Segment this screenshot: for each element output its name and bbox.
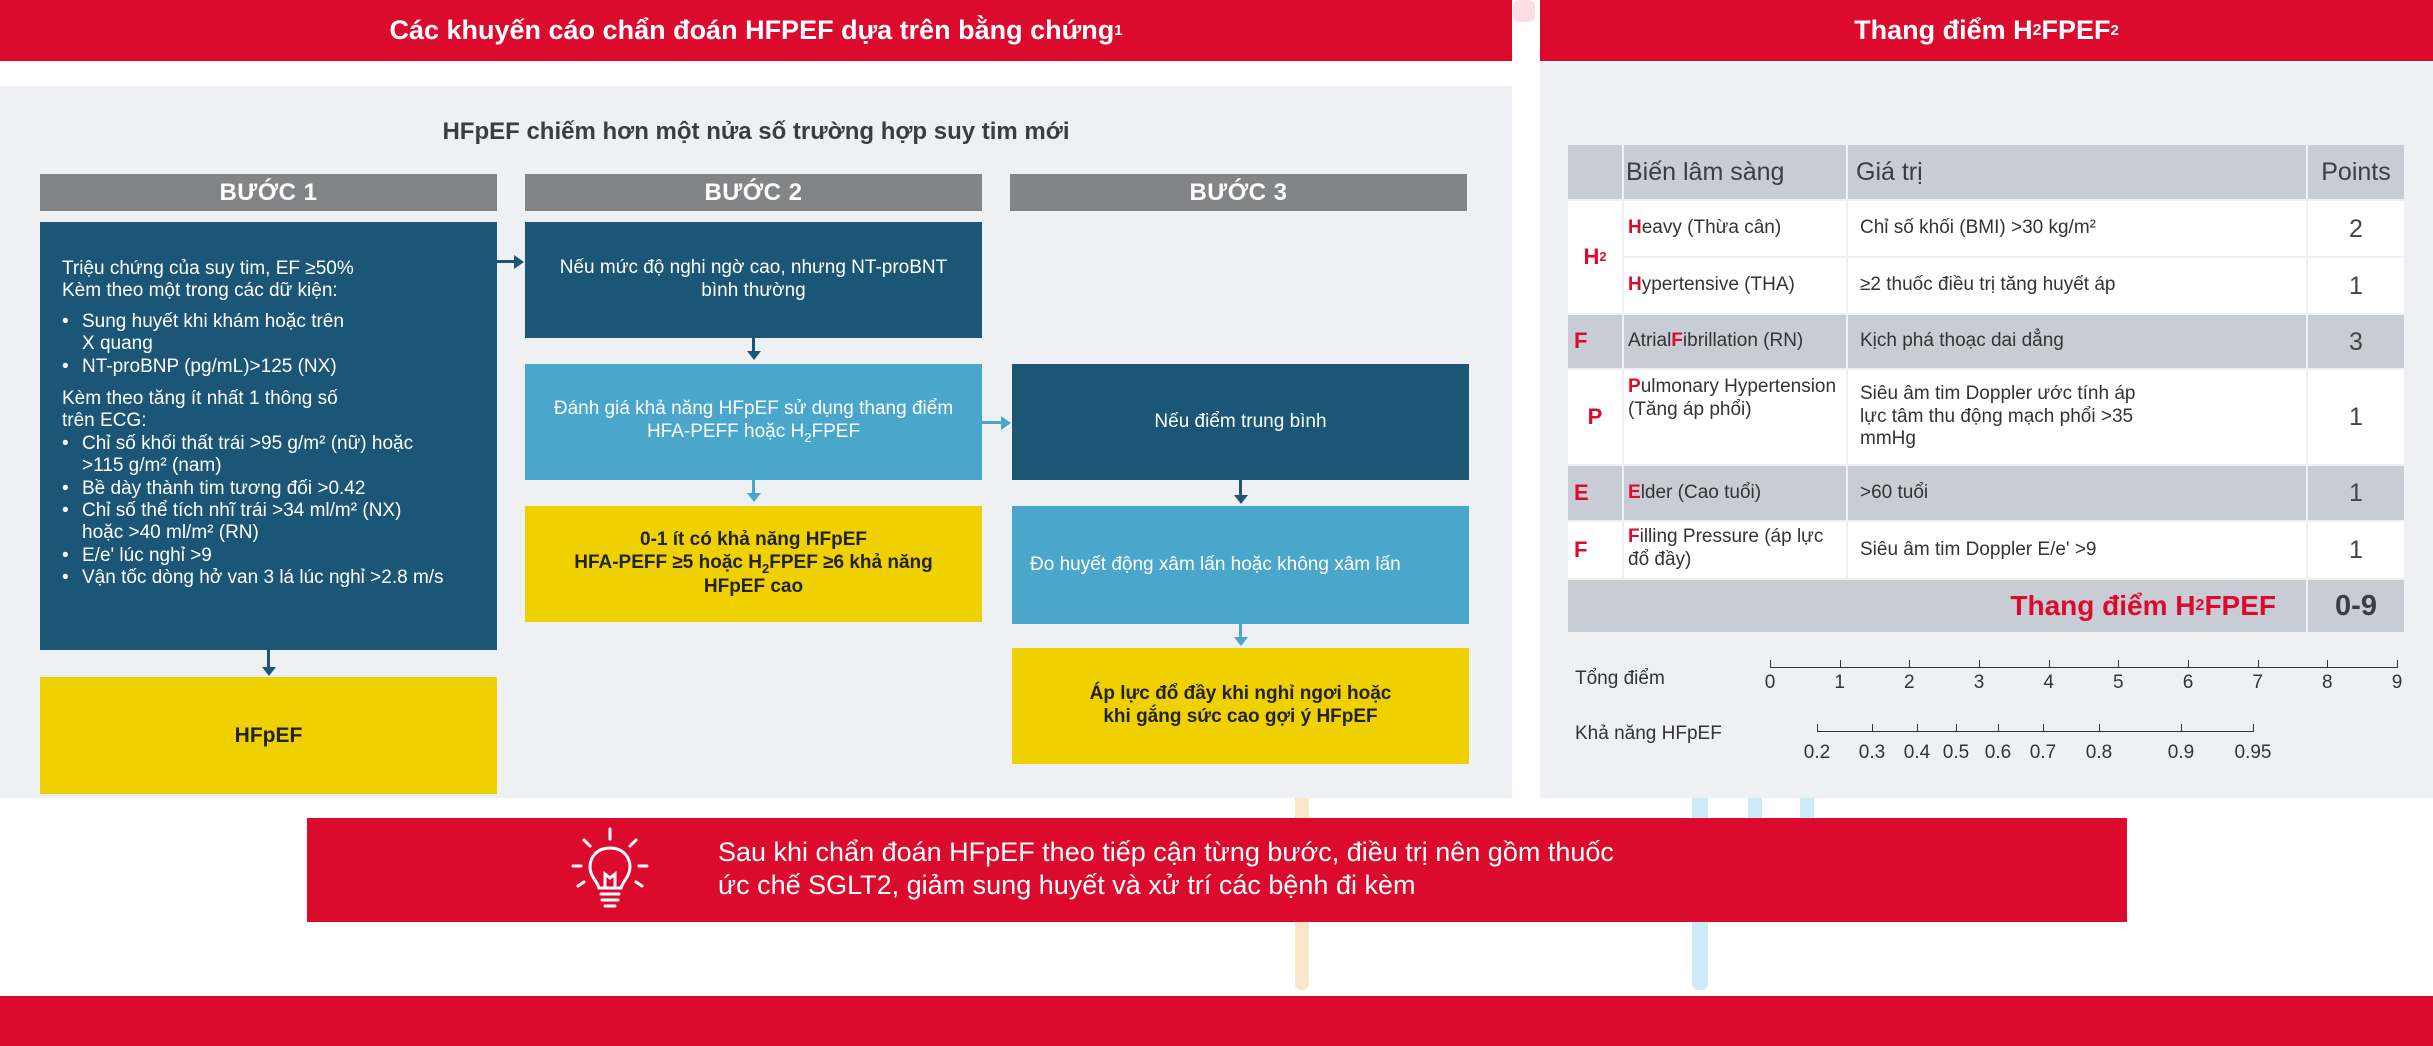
arrow-head [747, 351, 761, 360]
var-initial: H [1628, 274, 1642, 296]
var-prefix: Atrial [1628, 330, 1672, 352]
list-item: • NT-proBNP (pg/mL)>125 (NX) [62, 356, 481, 378]
step2-result-line2-end: FPEF ≥6 khả năng HFpEF cao [703, 551, 933, 598]
step2-result-line2: HFA-PEFF ≥5 hoặc H [574, 551, 763, 573]
step2-result-box [525, 506, 982, 622]
scale-tick [1909, 660, 1910, 668]
table-row-points: 1 [2308, 522, 2404, 578]
arrow-line [982, 421, 1002, 424]
scale-tick-label: 8 [2322, 672, 2333, 693]
step3-intermediate-box: Nếu điểm trung bình [1012, 364, 1469, 480]
scale-tick-label: 0.7 [2029, 742, 2057, 763]
scale-tick [2258, 660, 2259, 668]
arrow-head [1234, 495, 1248, 504]
scale-tick [2049, 660, 2050, 668]
var-rest: eavy (Thừa cân) [1641, 217, 1782, 239]
table-row-variable [1624, 258, 1846, 313]
arrow-head [514, 255, 524, 269]
scale-tick-label: 3 [1973, 672, 1985, 693]
group-letter-f: F [1568, 522, 1622, 578]
var-rest: ulmonary Hypertension (Tăng áp phổi) [1628, 376, 1837, 420]
footer-stripe [0, 996, 2433, 1046]
scale-tick [1956, 724, 1957, 732]
lightbulb-icon [570, 826, 650, 914]
hfpef-result-box: HFpEF [40, 677, 497, 794]
scale-tick-label: 0.2 [1803, 742, 1831, 763]
arrow-head [1234, 637, 1248, 646]
scale-total-label: Tổng điểm [1575, 668, 1665, 689]
total-label-text: Thang điểm H [2010, 590, 2196, 622]
step2-score-text-end: FPEF [811, 421, 861, 443]
step2-score-box [525, 364, 982, 480]
step1-criteria-box [40, 222, 497, 650]
arrow-line [1239, 480, 1242, 496]
group-letter-h2 [1568, 201, 1622, 313]
var-rest: ypertensive (THA) [1641, 274, 1795, 296]
step2-suspicion-box: Nếu mức độ nghi ngờ cao, nhưng NT-proBNT bình thường [525, 222, 982, 338]
scale-total-axis [1770, 667, 2398, 668]
subscript: 2 [2032, 21, 2042, 39]
scale-tick-label: 0.3 [1858, 742, 1886, 763]
var-rest: illing Pressure (áp lực đổ đầy) [1628, 526, 1824, 570]
table-row-variable [1624, 315, 1846, 368]
right-header-title-end: FPEF [2041, 15, 2111, 45]
table-header-blank [1568, 145, 1622, 199]
table-row-points: 1 [2308, 258, 2404, 313]
scale-tick-label: 0.95 [2234, 742, 2272, 763]
scale-tick-label: 6 [2182, 672, 2194, 693]
scale-tick-label: 0 [1764, 672, 1776, 693]
table-row-value: Siêu âm tim Doppler E/e' >9 [1848, 522, 2306, 578]
list-item: • Bề dày thành tim tương đối >0.42 [62, 478, 481, 500]
step3-result-box: Áp lực đổ đầy khi nghỉ ngơi hoặc khi gắng sức cao gợi ý HFpEF [1012, 648, 1469, 764]
banner-line2: ức chế SGLT2, giảm sung huyết và xử trí các bệnh đi kèm [718, 869, 1416, 900]
table-row-variable [1624, 522, 1846, 578]
subscript: 2 [804, 430, 812, 445]
table-row-points: 3 [2308, 315, 2404, 368]
scale-tick [2099, 724, 2100, 732]
table-row-points: 1 [2308, 466, 2404, 520]
banner-text [718, 836, 1614, 902]
total-label-text-end: FPEF [2204, 590, 2276, 622]
table-row-value: >60 tuổi [1848, 466, 2306, 520]
left-subtitle: HFpEF chiếm hơn một nửa số trường hợp suy tim mới [442, 118, 1070, 145]
var-initial: P [1628, 376, 1641, 397]
right-header-sup: 2 [2110, 22, 2119, 39]
subscript: 2 [2195, 597, 2205, 615]
left-header-title: Các khuyến cáo chẩn đoán HFPEF dựa trên bằng chứng [389, 15, 1115, 45]
scale-tick-label: 9 [2391, 672, 2403, 693]
group-letter-f: F [1568, 315, 1622, 368]
scale-tick [2397, 660, 2398, 668]
list-item: • Chỉ số thể tích nhĩ trái >34 ml/m² (NX) hoặc >40 ml/m² (RN) [62, 500, 481, 545]
step1-intro1: Triệu chứng của suy tim, EF ≥50% [62, 258, 354, 279]
scale-prob-label: Khả năng HFpEF [1575, 723, 1722, 744]
scale-tick [2043, 724, 2044, 732]
var-initial: H [1628, 217, 1642, 239]
list-item: • Sung huyết khi khám hoặc trên X quang [62, 311, 481, 356]
scale-tick [1917, 724, 1918, 732]
table-total-range: 0-9 [2308, 580, 2404, 632]
var-rest: ibrillation (RN) [1682, 330, 1804, 352]
step3-hemodynamic-box: Đo huyết động xâm lấn hoặc không xâm lấn [1012, 506, 1469, 624]
step1-list2 [62, 433, 481, 590]
scale-tick-label: 2 [1904, 672, 1915, 693]
table-row-variable [1624, 201, 1846, 256]
arrow-line [497, 260, 515, 263]
table-header-points: Points [2308, 145, 2404, 199]
left-header [0, 0, 1512, 61]
table-row-value: ≥2 thuốc điều trị tăng huyết áp [1848, 258, 2306, 313]
scale-tick-label: 0.4 [1903, 742, 1931, 763]
scale-tick-label: 0.6 [1984, 742, 2012, 763]
table-row-value: Chỉ số khối (BMI) >30 kg/m² [1848, 201, 2306, 256]
arrow-head [262, 667, 276, 676]
step2-header: BƯỚC 2 [525, 174, 982, 211]
decorative-stroke [1513, 0, 1535, 22]
step2-score-text: Đánh giá khả năng HFpEF sử dụng thang điểm HFA-PEFF hoặc H [553, 398, 954, 443]
table-header-variable: Biến lâm sàng [1624, 145, 1846, 199]
list-item: • E/e' lúc nghỉ >9 [62, 545, 481, 567]
table-header-value: Giá trị [1848, 145, 2306, 199]
step1-header: BƯỚC 1 [40, 174, 497, 211]
right-header [1540, 0, 2433, 61]
step1-intro2: Kèm theo một trong các dữ kiện: [62, 280, 338, 302]
scale-tick [2188, 660, 2189, 668]
table-total-label [1568, 580, 2306, 632]
table-row-points: 1 [2308, 370, 2404, 464]
group-letter-p: P [1568, 370, 1622, 464]
scale-tick [1817, 724, 1818, 732]
group-letter: H [1583, 243, 1600, 269]
var-initial: F [1628, 526, 1640, 547]
scale-tick [2181, 724, 2182, 732]
arrow-line [752, 480, 755, 494]
left-header-sup: 1 [1114, 22, 1123, 39]
table-row-variable [1624, 370, 1846, 464]
scale-tick [1840, 660, 1841, 668]
scale-tick [1979, 660, 1980, 668]
arrow-line [752, 338, 755, 352]
var-rest: lder (Cao tuổi) [1640, 481, 1762, 503]
arrow-head [1001, 416, 1011, 430]
table-row-variable [1624, 466, 1846, 520]
step1-list1 [62, 311, 481, 378]
var-initial: E [1628, 481, 1641, 503]
scale-tick-label: 0.5 [1942, 742, 1970, 763]
scale-tick [1872, 724, 1873, 732]
scale-tick [2118, 660, 2119, 668]
step2-result-line1: 0-1 ít có khả năng HFpEF [640, 529, 867, 550]
table-row-value: Siêu âm tim Doppler ước tính áp lực tâm thu động mạch phổi >35 mmHg [1848, 370, 2306, 464]
table-row-points: 2 [2308, 201, 2404, 256]
scale-tick [1998, 724, 1999, 732]
scale-tick-label: 1 [1834, 672, 1845, 693]
step1-intro3: Kèm theo tăng ít nhất 1 thông số trên ECG: [62, 388, 338, 432]
list-item: • Vận tốc dòng hở van 3 lá lúc nghỉ >2.8 m/s [62, 567, 481, 589]
arrow-line [1239, 624, 1242, 638]
var-initial: F [1671, 330, 1683, 352]
table-row-value: Kịch phá thoạc dai dẳng [1848, 315, 2306, 368]
list-item: • Chỉ số khối thất trái >95 g/m² (nữ) hoặc >115 g/m² (nam) [62, 433, 481, 478]
scale-tick-label: 5 [2113, 672, 2124, 693]
subscript: 2 [762, 560, 770, 576]
scale-tick [1770, 660, 1771, 668]
right-header-title: Thang điểm H [1854, 15, 2033, 45]
scale-tick-label: 0.8 [2085, 742, 2113, 763]
scale-tick [2327, 660, 2328, 668]
arrow-head [747, 493, 761, 502]
banner-line1: Sau khi chẩn đoán HFpEF theo tiếp cận từng bước, điều trị nên gồm thuốc [718, 837, 1614, 867]
scale-prob-axis [1817, 731, 2253, 732]
scale-tick-label: 0.9 [2167, 742, 2195, 763]
subscript: 2 [1599, 249, 1607, 265]
group-letter-e: E [1568, 466, 1622, 520]
scale-tick-label: 4 [2043, 672, 2054, 693]
scale-tick [2253, 724, 2254, 732]
arrow-line [267, 650, 270, 668]
scale-tick-label: 7 [2252, 672, 2263, 693]
step3-header: BƯỚC 3 [1010, 174, 1467, 211]
